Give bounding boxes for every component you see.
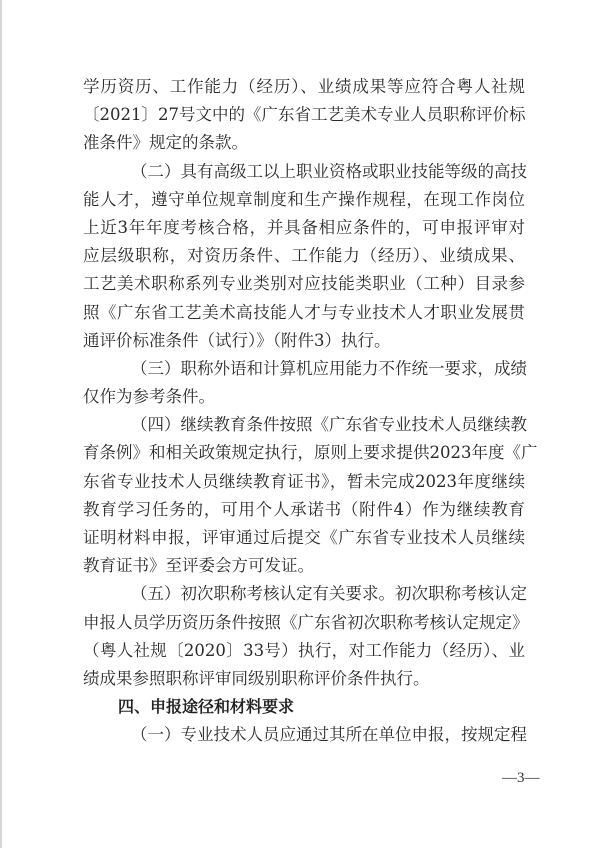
text-line-7: 应层级职称，对资历条件、工作能力（经历）、业绩成果、 [83, 246, 525, 266]
document-body [83, 73, 538, 750]
paragraph-2-start: （二）具有高级工以上职业资格或职业技能等级的高技 [131, 161, 527, 181]
text-line-10: 通评价标准条件（试行）》（附件3）执行。 [83, 330, 391, 350]
paragraph-4-start: （四）继续教育条件按照《广东省专业技术人员继续教 [131, 415, 527, 435]
paragraph-6-start: （一）专业技术人员应通过其所在单位申报，按规定程 [131, 725, 527, 745]
text-line-15: 东省专业技术人员继续教育证书》，暂未完成2023年度继续 [83, 471, 525, 491]
text-line-18: 教育证书》至评委会方可发证。 [83, 556, 314, 576]
text-line-14: 育条例》和相关政策规定执行，原则上要求提供2023年度《广 [83, 443, 538, 463]
text-line-3: 准条件》规定的条款。 [83, 133, 248, 153]
scan-edge [0, 0, 2, 848]
page-number: —3— [502, 770, 540, 786]
text-line-17: 证明材料申报，评审通过后提交《广东省专业技术人员继续 [83, 528, 525, 547]
text-line-8: 工艺美术职称系列专业类别对应技能类职业（工种）目录参 [83, 274, 525, 294]
text-line-22: 绩成果参照职称评审同级别职称评价条件执行。 [83, 668, 430, 688]
section-heading: 四、申报途径和材料要求 [118, 697, 295, 717]
text-line-1: 学历资历、工作能力（经历）、业绩成果等应符合粤人社规 [83, 77, 525, 96]
text-line-5: 能人才，遵守单位规章制度和生产操作规程，在现工作岗位 [83, 189, 525, 209]
text-line-9: 照《广东省工艺美术高技能人才与专业技术人才职业发展贯 [83, 302, 525, 322]
text-line-20: 申报人员学历资历条件按照《广东省初次职称考核认定规定》 [83, 612, 529, 632]
text-line-16: 教育学习任务的，可用个人承诺书（附件4）作为继续教育 [83, 499, 525, 519]
paragraph-3-start: （三）职称外语和计算机应用能力不作统一要求，成绩 [131, 358, 527, 378]
text-line-12: 仅作为参考条件。 [83, 387, 215, 407]
text-line-2: 〔2021〕27号文中的《广东省工艺美术专业人员职称评价标 [83, 105, 526, 125]
paragraph-5-start: （五）初次职称考核认定有关要求。初次职称考核认定 [131, 584, 527, 604]
text-line-21: （粤人社规〔2020〕33号）执行，对工作能力（经历）、业 [83, 640, 525, 660]
text-line-6: 上近3年年度考核合格，并具备相应条件的，可申报评审对 [83, 217, 525, 237]
